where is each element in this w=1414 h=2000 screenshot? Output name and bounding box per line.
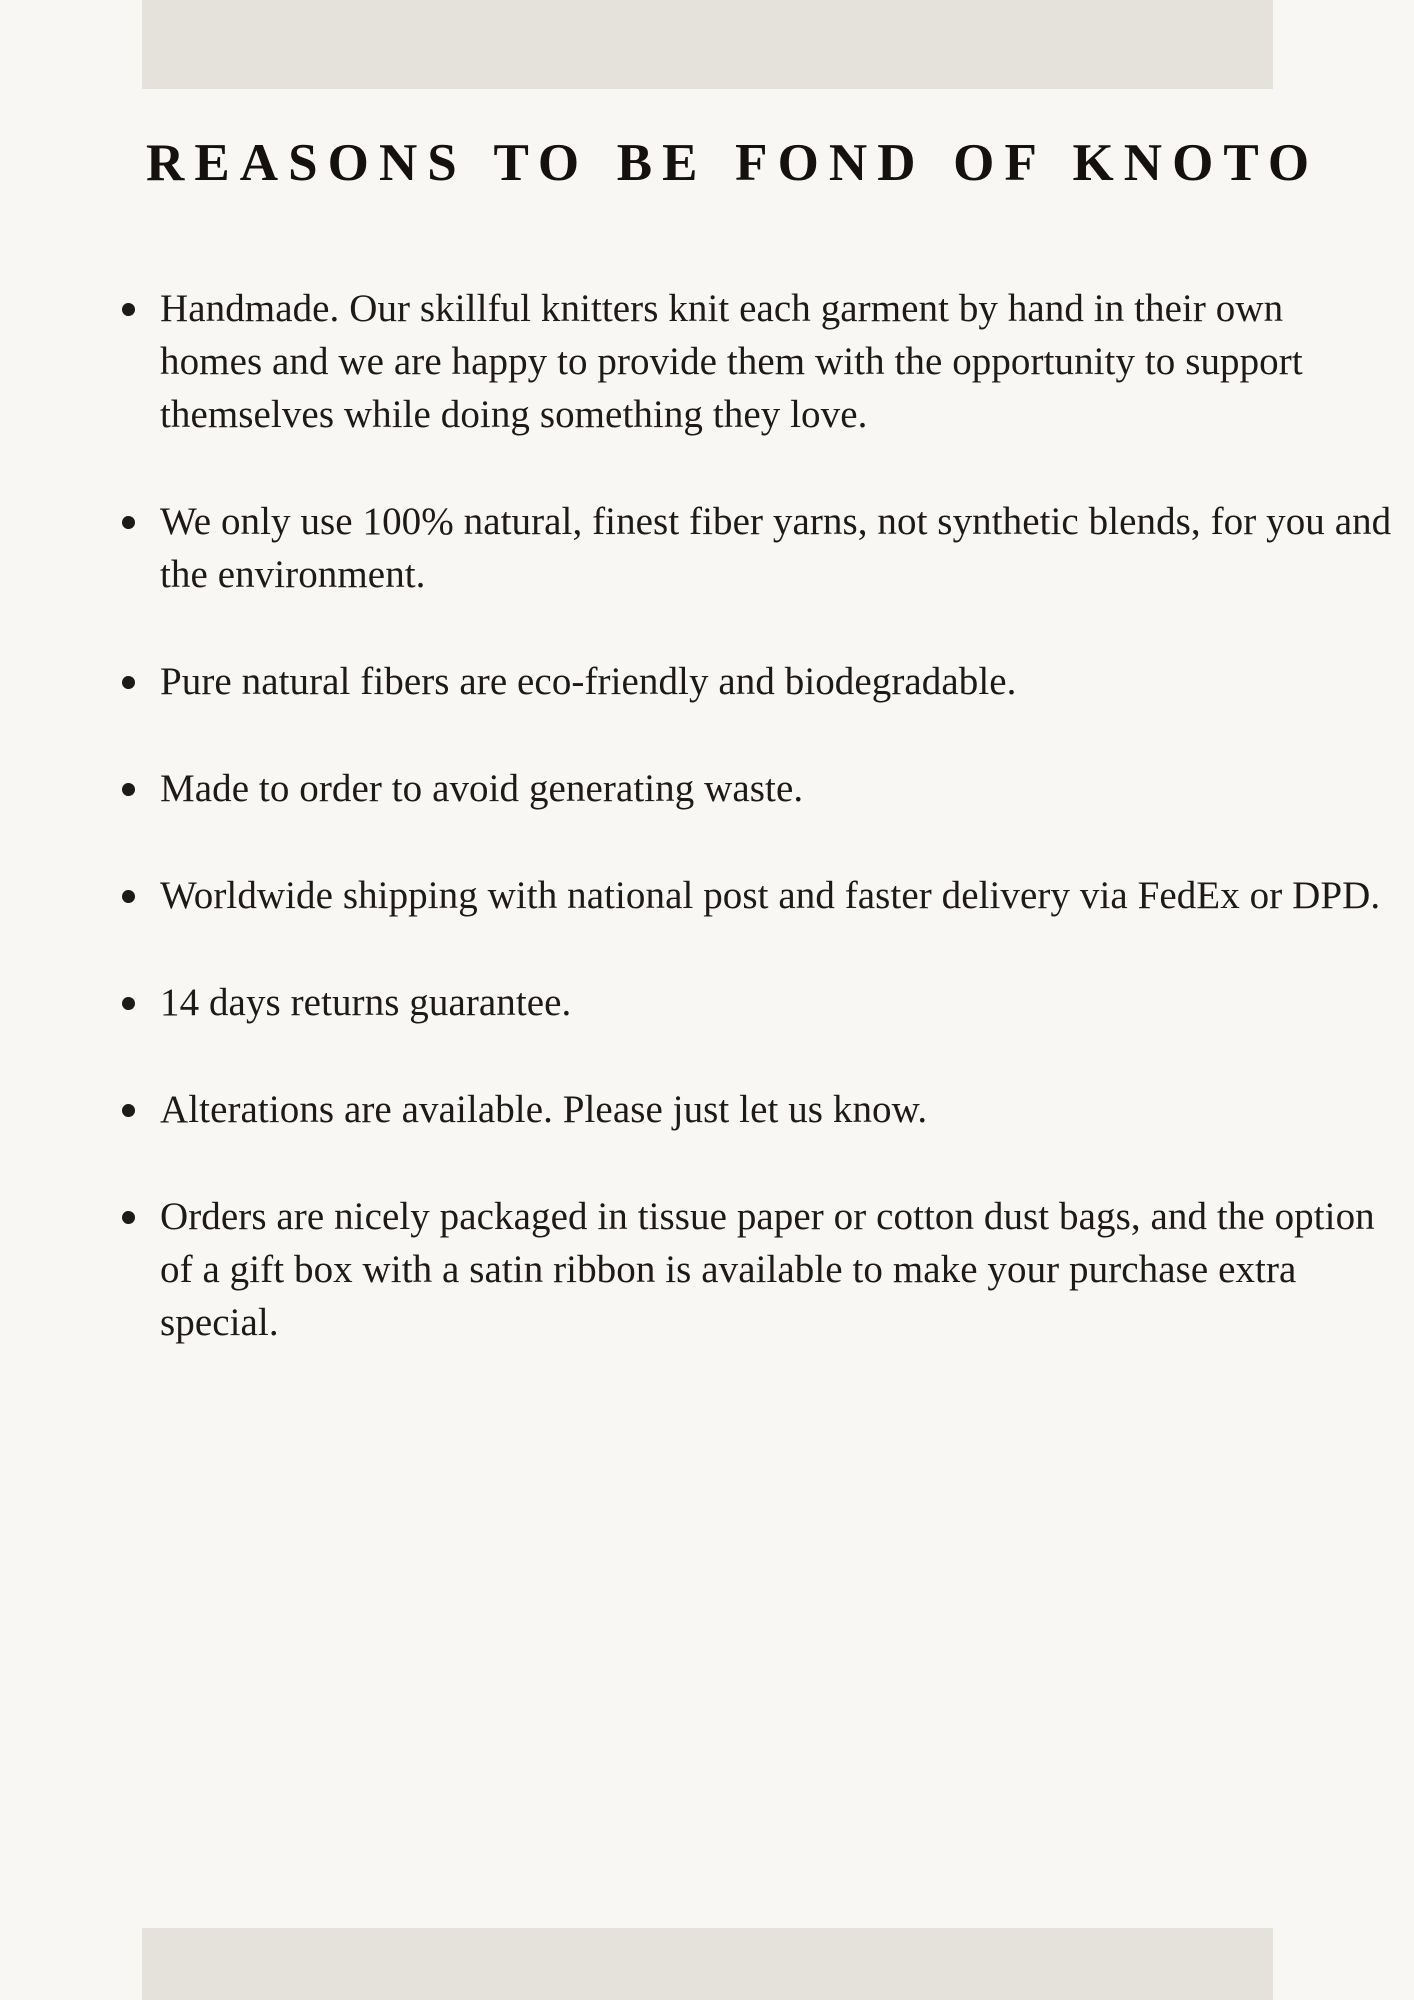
list-item [122,495,1392,601]
list-item [122,655,1392,708]
list-item [122,869,1392,922]
list-item [122,1083,1392,1136]
list-item-text: Orders are nicely packaged in tissue paper or cotton dust bags, and the option of a gift box with a satin ribbon is available to make your purchase extra special. [160,1195,1375,1344]
bottom-decor-band [142,1928,1273,2000]
page-title: REASONS TO BE FOND OF KNOTO [146,134,1320,192]
bullet-dot-icon [122,890,135,903]
list-item-text: We only use 100% natural, finest fiber yarns, not synthetic blends, for you and the environment. [160,500,1392,596]
bullet-dot-icon [122,1211,135,1224]
list-item-text: Handmade. Our skillful knitters knit each garment by hand in their own homes and we are happy to provide them with the opportunity to support themselves while doing something they love. [160,287,1303,436]
bullet-dot-icon [122,1104,135,1117]
list-item [122,976,1392,1029]
list-item [122,282,1392,441]
bullet-dot-icon [122,516,135,529]
list-item-text: 14 days returns guarantee. [160,981,572,1024]
list-item-text: Pure natural fibers are eco-friendly and biodegradable. [160,660,1017,703]
bullet-dot-icon [122,676,135,689]
list-item-text: Alterations are available. Please just let us know. [160,1088,928,1131]
bullet-dot-icon [122,783,135,796]
list-item-text: Made to order to avoid generating waste. [160,767,804,810]
list-item [122,1190,1392,1349]
list-item [122,762,1392,815]
reasons-list [122,282,1392,1349]
list-item-text: Worldwide shipping with national post and faster delivery via FedEx or DPD. [160,874,1381,917]
bullet-dot-icon [122,997,135,1010]
bullet-dot-icon [122,303,135,316]
